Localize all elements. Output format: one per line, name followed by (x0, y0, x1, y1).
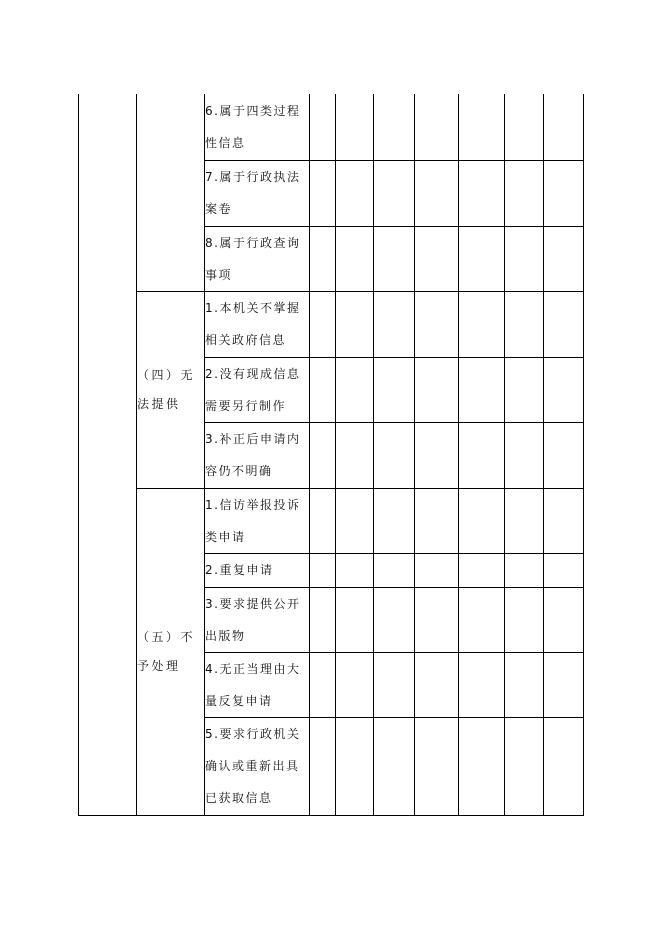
count-cell (415, 357, 459, 422)
count-cell (374, 291, 415, 357)
count-cell (374, 160, 415, 226)
count-cell (310, 226, 336, 291)
count-cell (544, 587, 584, 652)
count-cell (505, 422, 544, 488)
count-cell (459, 422, 505, 488)
count-cell (310, 94, 336, 160)
count-cell (374, 226, 415, 291)
count-cell (374, 587, 415, 652)
item-label-cell: 5.要求行政机关确认或重新出具已获取信息 (205, 717, 310, 815)
item-label-cell: 1.信访举报投诉类申请 (205, 488, 310, 553)
count-cell (505, 94, 544, 160)
count-cell (374, 652, 415, 717)
item-label-cell: 8.属于行政查询事项 (205, 226, 310, 291)
count-cell (505, 160, 544, 226)
count-cell (459, 357, 505, 422)
count-cell (505, 357, 544, 422)
count-cell (374, 422, 415, 488)
count-cell (544, 291, 584, 357)
count-cell (374, 553, 415, 587)
outer-category-cell (79, 94, 137, 815)
table-row (79, 488, 584, 553)
count-cell (459, 717, 505, 815)
item-label-cell: 4.无正当理由大量反复申请 (205, 652, 310, 717)
count-cell (310, 291, 336, 357)
count-cell (310, 488, 336, 553)
count-cell (374, 94, 415, 160)
category-cell: （四）无法提供 (137, 291, 205, 488)
count-cell (544, 652, 584, 717)
count-cell (415, 160, 459, 226)
item-label-cell: 2.没有现成信息需要另行制作 (205, 357, 310, 422)
item-label-cell: 7.属于行政执法案卷 (205, 160, 310, 226)
count-cell (415, 717, 459, 815)
count-cell (336, 226, 374, 291)
category-cell: （五）不予处理 (137, 488, 205, 815)
count-cell (310, 587, 336, 652)
count-cell (336, 553, 374, 587)
count-cell (415, 291, 459, 357)
count-cell (544, 160, 584, 226)
count-cell (374, 357, 415, 422)
count-cell (310, 717, 336, 815)
count-cell (459, 160, 505, 226)
count-cell (336, 160, 374, 226)
count-cell (505, 553, 544, 587)
count-cell (415, 488, 459, 553)
count-cell (459, 291, 505, 357)
item-label-cell: 3.要求提供公开出版物 (205, 587, 310, 652)
category-cell (137, 94, 205, 291)
count-cell (336, 488, 374, 553)
count-cell (415, 587, 459, 652)
count-cell (336, 587, 374, 652)
disclosure-statistics-table (78, 94, 584, 816)
table-row (79, 291, 584, 357)
count-cell (505, 717, 544, 815)
count-cell (336, 291, 374, 357)
count-cell (310, 357, 336, 422)
count-cell (336, 94, 374, 160)
table-row (79, 94, 584, 160)
item-label-cell: 2.重复申请 (205, 553, 310, 587)
count-cell (459, 553, 505, 587)
count-cell (459, 587, 505, 652)
count-cell (544, 717, 584, 815)
item-label-cell: 3.补正后申请内容仍不明确 (205, 422, 310, 488)
count-cell (544, 226, 584, 291)
count-cell (505, 291, 544, 357)
count-cell (544, 422, 584, 488)
count-cell (310, 160, 336, 226)
count-cell (415, 652, 459, 717)
count-cell (374, 717, 415, 815)
count-cell (310, 422, 336, 488)
count-cell (415, 553, 459, 587)
count-cell (415, 422, 459, 488)
count-cell (459, 226, 505, 291)
count-cell (459, 652, 505, 717)
count-cell (459, 94, 505, 160)
count-cell (459, 488, 505, 553)
count-cell (505, 226, 544, 291)
count-cell (336, 422, 374, 488)
count-cell (415, 94, 459, 160)
item-label-cell: 1.本机关不掌握相关政府信息 (205, 291, 310, 357)
count-cell (544, 488, 584, 553)
count-cell (505, 652, 544, 717)
count-cell (544, 94, 584, 160)
count-cell (544, 553, 584, 587)
count-cell (505, 488, 544, 553)
count-cell (336, 652, 374, 717)
count-cell (505, 587, 544, 652)
count-cell (374, 488, 415, 553)
count-cell (310, 652, 336, 717)
item-label-cell: 6.属于四类过程性信息 (205, 94, 310, 160)
count-cell (336, 357, 374, 422)
count-cell (310, 553, 336, 587)
count-cell (544, 357, 584, 422)
count-cell (336, 717, 374, 815)
count-cell (415, 226, 459, 291)
